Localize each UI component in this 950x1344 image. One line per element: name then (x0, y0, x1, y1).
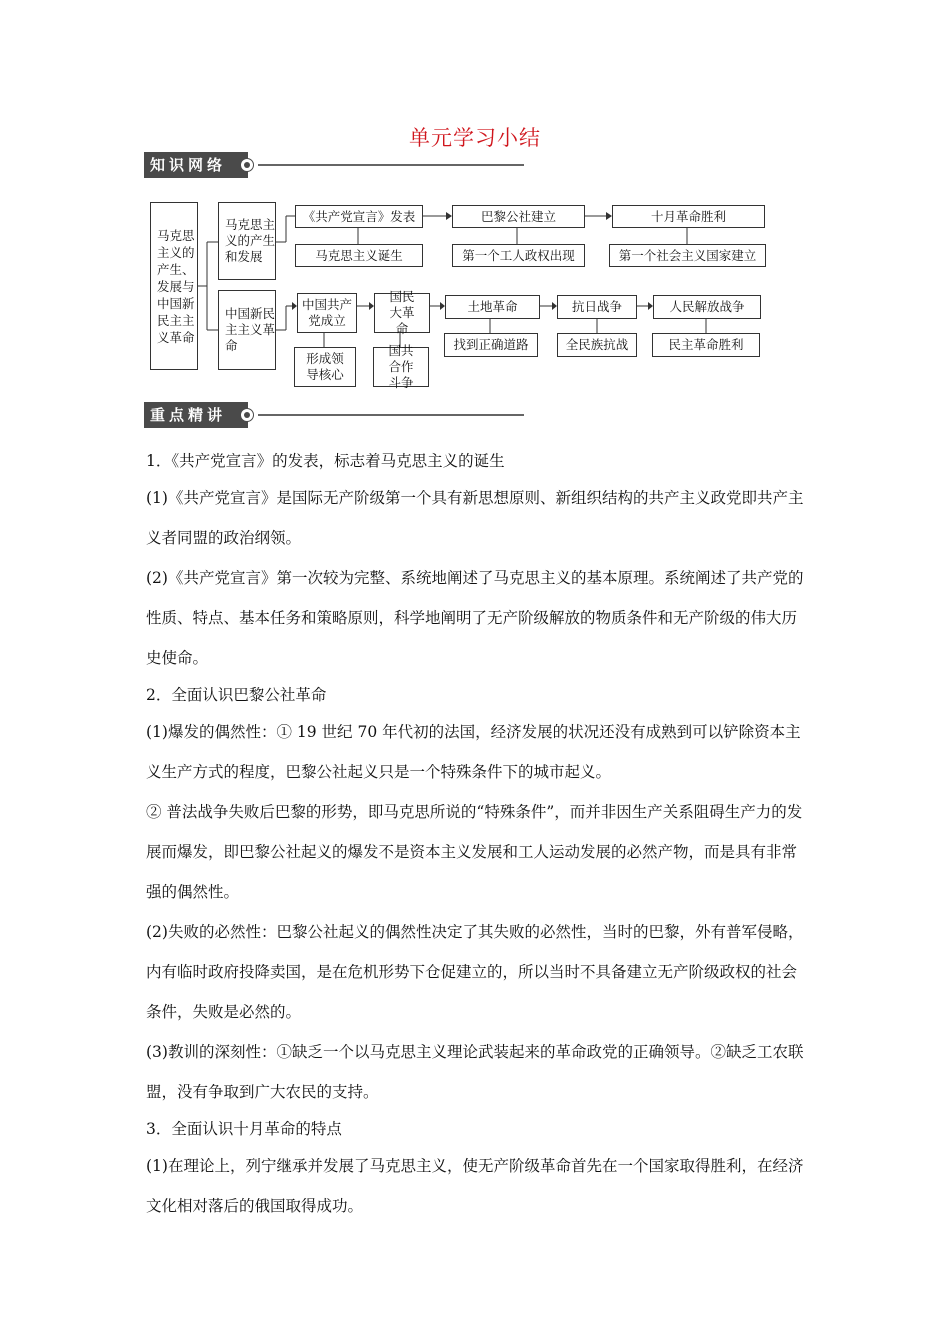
bullet-dot-icon (240, 408, 254, 422)
paragraph: (1)《共产党宣言》是国际无产阶级第一个具有新思想原则、新组织结构的共产主义政党即共产主义者同盟的政治纲领。 (146, 489, 804, 547)
paragraph: (1)爆发的偶然性：① 19 世纪 70 年代初的法国，经济发展的状况还没有成熟到可以铲除资本主义生产方式的程度，巴黎公社起义只是一个特殊条件下的城市起义。 (146, 723, 801, 781)
paragraph: ② 普法战争失败后巴黎的形势，即马克思所说的“特殊条件”，而并非因生产关系阻碍生产力的发展而爆发，即巴黎公社起义的爆发不是资本主义发展和工人运动发展的必然产物，而是具有非常强的偶然性。 (146, 803, 803, 901)
node-correct-path: 找到正确道路 (444, 333, 538, 357)
paragraph: (2)《共产党宣言》第一次较为完整、系统地阐述了马克思主义的基本原理。系统阐述了共产党的性质、特点、基本任务和策略原则，科学地阐明了无产阶级解放的物质条件和无产阶级的伟大历史使命。 (146, 569, 804, 667)
page-title: 单元学习小结 (409, 126, 541, 150)
node-anti-japanese-war: 抗日战争 (557, 295, 637, 319)
node-leadership-core: 形成领导核心 (294, 347, 356, 387)
point-heading: 1．《共产党宣言》的发表，标志着马克思主义的诞生 (146, 452, 505, 470)
point-heading: 2．全面认识巴黎公社革命 (146, 686, 327, 704)
paragraph: (3)教训的深刻性：①缺乏一个以马克思主义理论武装起来的革命政党的正确领导。②缺乏工农联盟，没有争取到广大农民的支持。 (146, 1043, 804, 1101)
node-manifesto-published: 《共产党宣言》发表 (295, 205, 423, 228)
point-heading: 3．全面认识十月革命的特点 (146, 1120, 342, 1138)
branch-node-marxism: 马克思主义的产生和发展 (218, 202, 276, 280)
node-kmt-cpc-cooperation: 国共合作斗争 (373, 347, 429, 387)
node-marxism-born: 马克思主义诞生 (295, 244, 423, 267)
node-democratic-revolution-victory: 民主革命胜利 (652, 333, 760, 357)
paragraph: (2)失败的必然性：巴黎公社起义的偶然性决定了其失败的必然性，当时的巴黎，外有普军侵略，内有临时政府投降卖国，是在危机形势下仓促建立的，所以当时不具备建立无产阶级政权的社会条件，失败是必然的。 (146, 923, 804, 1021)
diagram-connectors (0, 0, 950, 400)
node-national-revolution: 国民大革命 (374, 293, 430, 333)
node-first-workers-regime: 第一个工人政权出现 (452, 244, 585, 267)
node-cpc-founded: 中国共产党成立 (297, 293, 357, 333)
section-label: 重点精讲 (144, 402, 248, 428)
section-divider (258, 164, 524, 166)
node-first-socialist-state: 第一个社会主义国家建立 (609, 244, 766, 267)
branch-node-new-democratic-revolution: 中国新民主主义革命 (218, 290, 276, 370)
node-liberation-war: 人民解放战争 (653, 295, 761, 319)
node-agrarian-revolution: 土地革命 (445, 295, 540, 319)
section-label: 知识网络 (144, 152, 248, 178)
node-nationwide-resistance: 全民族抗战 (557, 333, 637, 357)
section-divider (258, 414, 524, 416)
paragraph: (1)在理论上，列宁继承并发展了马克思主义，使无产阶级革命首先在一个国家取得胜利，在经济文化相对落后的俄国取得成功。 (146, 1157, 804, 1215)
bullet-dot-icon (240, 158, 254, 172)
node-october-revolution: 十月革命胜利 (612, 205, 765, 228)
node-paris-commune: 巴黎公社建立 (452, 205, 585, 228)
key-points-content (146, 444, 806, 1226)
root-node: 马克思主义的产生、发展与中国新民主主义革命 (150, 202, 198, 370)
section-header-knowledge-network (144, 152, 524, 178)
section-header-key-points (144, 402, 524, 428)
knowledge-network-diagram (0, 0, 950, 400)
